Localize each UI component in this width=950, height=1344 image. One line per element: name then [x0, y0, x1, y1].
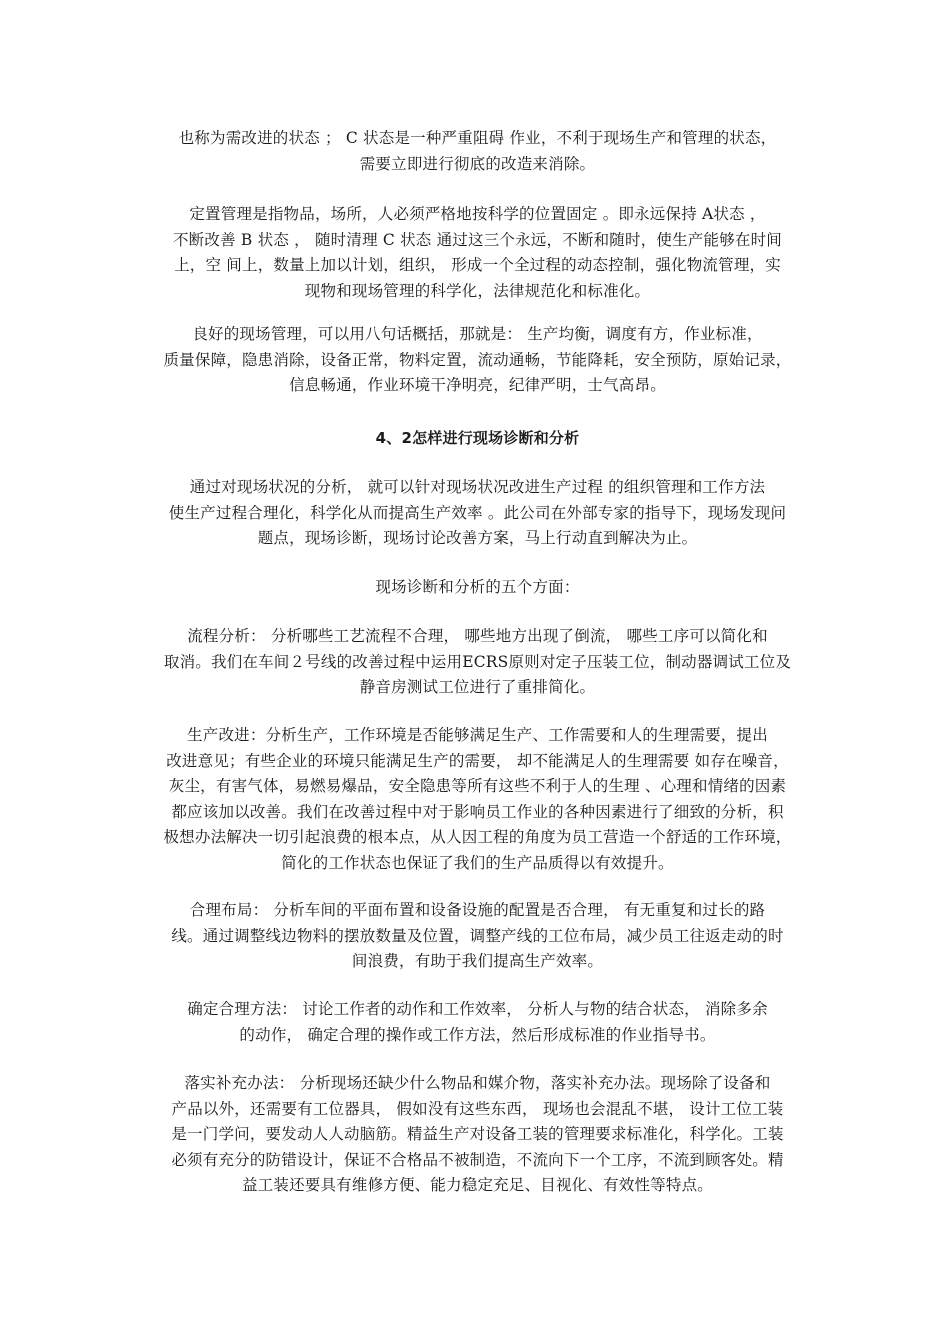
- paragraph-method: [145, 997, 810, 1048]
- paragraph-site-analysis-intro: [145, 475, 810, 552]
- text-line: 极想办法解决一切引起浪费的根本点，从人因工程的角度为员工营造一个舒适的工作环境，: [163, 828, 792, 846]
- text-line: 上，空 间上，数量上加以计划，组织， 形成一个全过程的动态控制，强化物流管理，实: [174, 256, 781, 274]
- paragraph-production-improvement: [145, 723, 810, 876]
- text-line: 是一门学问，要发动人人动脑筋。精益生产对设备工装的管理要求标准化，科学化。工装: [171, 1125, 784, 1143]
- text-line: 简化的工作状态也保证了我们的生产品质得以有效提升。: [281, 853, 674, 872]
- text-line: 现场诊断和分析的五个方面：: [375, 578, 580, 596]
- text-line: 的动作， 确定合理的操作或工作方法，然后形成标准的作业指导书。: [239, 1025, 716, 1044]
- text-line: 改进意见；有些企业的环境只能满足生产的需要， 却不能满足人的生理需要 如存在噪音，: [166, 751, 789, 770]
- text-line: 合理布局： 分析车间的平面布置和设备设施的配置是否合理， 有无重复和过长的路: [189, 901, 766, 919]
- section-heading: [145, 426, 810, 452]
- text-line: 落实补充办法： 分析现场还缺少什么物品和媒介物，落实补充办法。现场除了设备和: [184, 1074, 771, 1092]
- text-line: 现物和现场管理的科学化，法律规范化和标准化。: [304, 281, 651, 300]
- text-line: 间浪费，有助于我们提高生产效率。: [351, 952, 604, 970]
- text-line: 题点，现场诊断，现场讨论改善方案，马上行动直到解决为止。: [257, 529, 698, 547]
- text-line: 质量保障，隐患消除，设备正常，物料定置，流动通畅，节能降耗，安全预防，原始记录，: [163, 350, 792, 369]
- paragraph-supplement: [145, 1071, 810, 1199]
- text-line: 也称为需改进的状态 ； C 状态是一种严重阻碍 作业，不利于现场生产和管理的状态，: [178, 129, 777, 147]
- text-line: 需要立即进行彻底的改造来消除。: [359, 154, 596, 173]
- text-line: 良好的现场管理，可以用八句话概括，那就是： 生产均衡，调度有方，作业标准，: [192, 325, 763, 343]
- text-line: 确定合理方法： 讨论工作者的动作和工作效率， 分析人与物的结合状态， 消除多余: [187, 1000, 768, 1018]
- text-line: 不断改善 B 状态 ， 随时清理 C 状态 通过这三个永远，不断和随时，使生产能够在时间: [172, 230, 783, 249]
- text-line: 定置管理是指物品，场所，人必须严格地按科学的位置固定 。即永远保持 A状态 ，: [189, 205, 766, 223]
- text-line: 生产改进：分析生产，工作环境是否能够满足生产、工作需要和人的生理需要，提出: [187, 726, 768, 744]
- paragraph-fixed-position-management: [145, 202, 810, 304]
- paragraph-good-site-management: [145, 322, 810, 399]
- text-line: 静音房测试工位进行了重排简化。: [359, 678, 596, 696]
- text-line: 通过对现场状况的分析， 就可以针对现场状况改进生产过程 的组织管理和工作方法: [189, 478, 766, 496]
- text-line: 产品以外，还需要有工位器具， 假如没有这些东西， 现场也会混乱不堪， 设计工位工装: [171, 1099, 784, 1118]
- text-line: 线。通过调整线边物料的摆放数量及位置，调整产线的工位布局，减少员工往返走动的时: [171, 926, 784, 945]
- paragraph-process-analysis: [145, 624, 810, 701]
- text-line: 信息畅通，作业环境干净明亮，纪律严明，士气高昂。: [289, 376, 666, 394]
- paragraph-five-aspects: [145, 575, 810, 601]
- text-line: 必须有充分的防错设计，保证不合格品不被制造，不流向下一个工序，不流到顾客处。精: [171, 1150, 784, 1169]
- text-line: 都应该加以改善。我们在改善过程中对于影响员工作业的各种因素进行了细致的分析，积: [171, 802, 784, 821]
- text-line: 取消。我们在车间２号线的改善过程中运用ECRS原则对定子压装工位，制动器调试工位及: [163, 652, 792, 671]
- paragraph-abc-states: [145, 126, 810, 177]
- paragraph-layout: [145, 898, 810, 975]
- text-line: 灰尘，有害气体，易燃易爆品，安全隐患等所有这些不利于人的生理 、心理和情绪的因素: [168, 777, 787, 795]
- text-line: 益工装还要具有维修方便、能力稳定充足、目视化、有效性等特点。: [241, 1176, 713, 1194]
- text-line: 流程分析： 分析哪些工艺流程不合理， 哪些地方出现了倒流， 哪些工序可以简化和: [187, 627, 768, 645]
- text-line: 使生产过程合理化，科学化从而提高生产效率 。此公司在外部专家的指导下，现场发现问: [168, 503, 787, 522]
- heading-text: 4、2怎样进行现场诊断和分析: [375, 429, 580, 447]
